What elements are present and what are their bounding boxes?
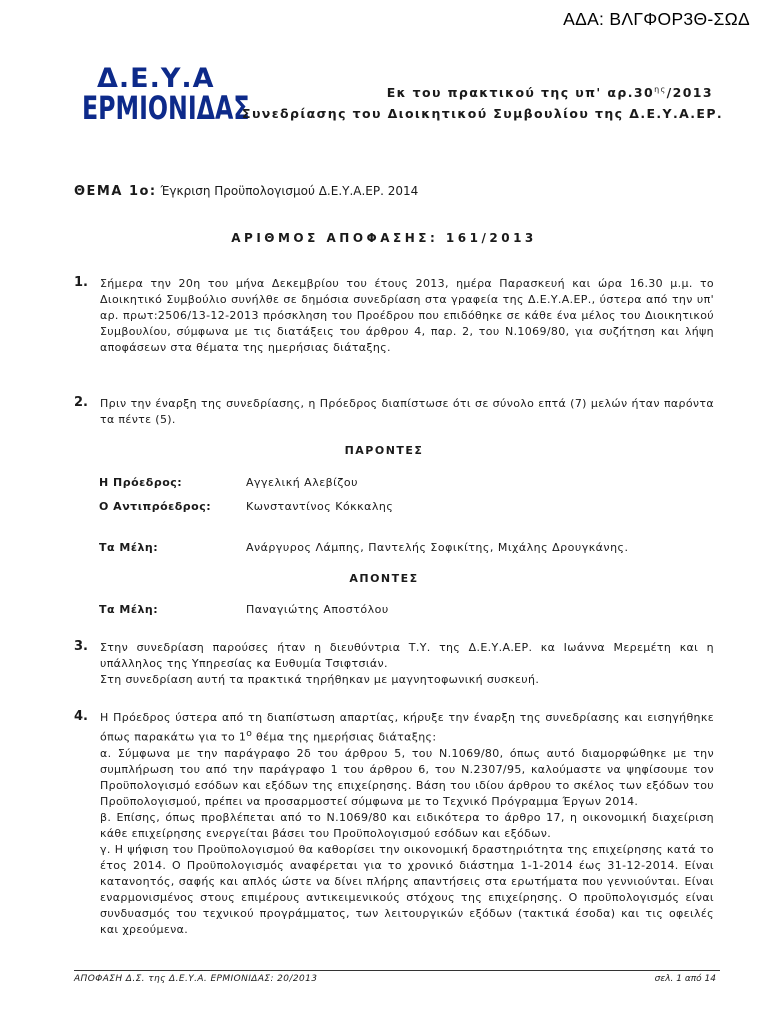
- paragraph-4-item-c: γ. Η ψήφιση του Προϋπολογισμού θα καθορίσει την οικονομική δραστηριότητα της επιχείρησης κατά το έτος 2014. Ο Προϋπολογισμός αναφέρεται για το χρονικό διάστημα 1-1-2014 έως 31-12-2014. Είναι κατανοητός, σαφής και απλός ώστε να δίνει πλήρης απαντήσεις στα ερωτήματα που γεννιούνται. Είναι εναρμονισμένος στους επιμέρους αντικειμενικούς στόχους της επιχείρησης. Ο προϋπολογισμός είναι συνδυασμός του τεχνικού προγράμματος, των λειτουργικών εξόδων (τακτικά έσοδα) και τις οφειλές και χρεούμενα.: [100, 842, 714, 936]
- minutes-header-line1: [387, 85, 713, 100]
- subject-line: [74, 184, 418, 199]
- decision-number: ΑΡΙΘΜΟΣ ΑΠΟΦΑΣΗΣ: 161/2013: [231, 231, 537, 245]
- minutes-header-line2: Συνεδρίασης του Διοικητικού Συμβουλίου της Δ.Ε.Υ.Α.ΕΡ.: [242, 106, 724, 121]
- paragraph-text: [100, 710, 714, 938]
- president-name: Αγγελική Αλεβίζου: [246, 476, 358, 489]
- ada-code: ΑΔΑ: ΒΛΓΦΟΡ3Θ-ΣΩΔ: [563, 9, 750, 29]
- present-heading: ΠΑΡΟΝΤΕΣ: [344, 444, 424, 457]
- paragraph-4-item-b: β. Επίσης, όπως προβλέπεται από το Ν.1069/80 και ειδικότερα το άρθρο 17, η οικονομική διαχείριση κάθε επιχείρησης ενεργείται βάσει του Προϋπολογισμού εσόδων και εξόδων.: [100, 810, 714, 840]
- paragraph-3-line2: Στη συνεδρίαση αυτή τα πρακτικά τηρήθηκαν με μαγνητοφωνική συσκευή.: [100, 673, 540, 686]
- subject-label: ΘΕΜΑ 1ο:: [74, 184, 157, 199]
- intro-sup: ο: [246, 728, 253, 739]
- vice-president-row: [99, 500, 393, 513]
- header-line1-sup: ης: [654, 85, 667, 94]
- logo-deya: Δ.Ε.Υ.Α: [97, 63, 215, 94]
- paragraph-number: 1.: [74, 275, 88, 290]
- vice-president-label: Ο Αντιπρόεδρος:: [99, 500, 212, 513]
- absent-members-names: Παναγιώτης Αποστόλου: [246, 603, 389, 616]
- absent-heading: ΑΠΟΝΤΕΣ: [349, 572, 419, 585]
- intro-post: θέμα της ημερήσιας διάταξης:: [252, 730, 437, 744]
- paragraph-1: [74, 276, 714, 376]
- present-members-row: [99, 541, 629, 554]
- paragraph-number: 2.: [74, 395, 88, 410]
- paragraph-text: Πριν την έναρξη της συνεδρίασης, η Πρόεδρος διαπίστωσε ότι σε σύνολο επτά (7) μελών ήταν παρόντα τα πέντε (5).: [100, 397, 714, 426]
- absent-members-row: [99, 603, 389, 616]
- footer-page-number: σελ. 1 από 14: [654, 974, 716, 984]
- paragraph-text: [100, 640, 714, 688]
- members-label: Τα Μέλη:: [99, 541, 159, 554]
- president-row: [99, 476, 358, 489]
- president-label: Η Πρόεδρος:: [99, 476, 183, 489]
- absent-members-label: Τα Μέλη:: [99, 603, 159, 616]
- footer-divider: [74, 970, 720, 971]
- footer-decision-ref: ΑΠΟΦΑΣΗ Δ.Σ. της Δ.Ε.Υ.Α. ΕΡΜΙΟΝΙΔΑΣ: 20/2013: [74, 974, 318, 984]
- paragraph-4-item-a: α. Σύμφωνα με την παράγραφο 2δ του άρθρου 5, του Ν.1069/80, όπως αυτό διαμορφώθηκε με την συμπλήρωση του από την παράγραφο 1 του άρθρου 6, του Ν.2307/95, καλούμαστε να ψηφίσουμε τον Προϋπολογισμό εσόδων και εξόδων της επιχείρησης. Βάση του ιδίου άρθρου το σκέλος των εξόδων του Προϋπολογισμού, πρέπει να προσαρμοστεί σύμφωνα με το Τεχνικό Πρόγραμμα Έργων 2014.: [100, 746, 714, 808]
- paragraph-2: [74, 396, 714, 432]
- paragraph-3: [74, 640, 714, 692]
- paragraph-text: Σήμερα την 20η του μήνα Δεκεμβρίου του έτους 2013, ημέρα Παρασκευή και ώρα 16.30 μ.μ. το Διοικητικό Συμβούλιο συνήλθε σε δημόσια συνεδρίαση στα γραφεία της Δ.Ε.Υ.Α.ΕΡ., ύστερα από την υπ' αρ. πρωτ:2506/13-12-2013 πρόσκληση του Προέδρου που επιδόθηκε σε κάθε ένα μέλος του Διοικητικού Συμβουλίου, σύμφωνα με τις διατάξεις του άρθρου 4, παρ. 2, του Ν.1069/80, για συζήτηση και λήψη αποφάσεων στα θέματα της ημερήσιας διάταξης.: [100, 277, 714, 354]
- header-line1-pre: Εκ του πρακτικού της υπ' αρ.30: [386, 85, 655, 101]
- members-names: Ανάργυρος Λάμπης, Παντελής Σοφικίτης, Μιχάλης Δρουγκάνης.: [246, 541, 629, 554]
- intro-pre: Η Πρόεδρος ύστερα από τη διαπίστωση απαρτίας, κήρυξε την έναρξη της συνεδρίασης και εισηγήθηκε όπως παρακάτω για το 1: [100, 711, 714, 744]
- paragraph-number: 4.: [74, 709, 88, 724]
- paragraph-number: 3.: [74, 639, 88, 654]
- paragraph-3-line1: Στην συνεδρίαση παρούσες ήταν η διευθύντρια Τ.Υ. της Δ.Ε.Υ.Α.ΕΡ. κα Ιωάννα Μερεμέτη και η υπάλληλος της Υπηρεσίας κα Ευθυμία Τσιφτσιάν.: [100, 641, 714, 670]
- subject-text: Έγκριση Προϋπολογισμού Δ.Ε.Υ.Α.ΕΡ. 2014: [156, 184, 419, 198]
- header-line1-post: /2013: [666, 85, 713, 101]
- paragraph-4: [74, 710, 714, 940]
- paragraph-4-intro: [100, 710, 714, 746]
- vice-president-name: Κωνσταντίνος Κόκκαλης: [246, 500, 394, 513]
- logo-ermionidas: ΕΡΜΙΟΝΙΔΑΣ: [82, 89, 250, 127]
